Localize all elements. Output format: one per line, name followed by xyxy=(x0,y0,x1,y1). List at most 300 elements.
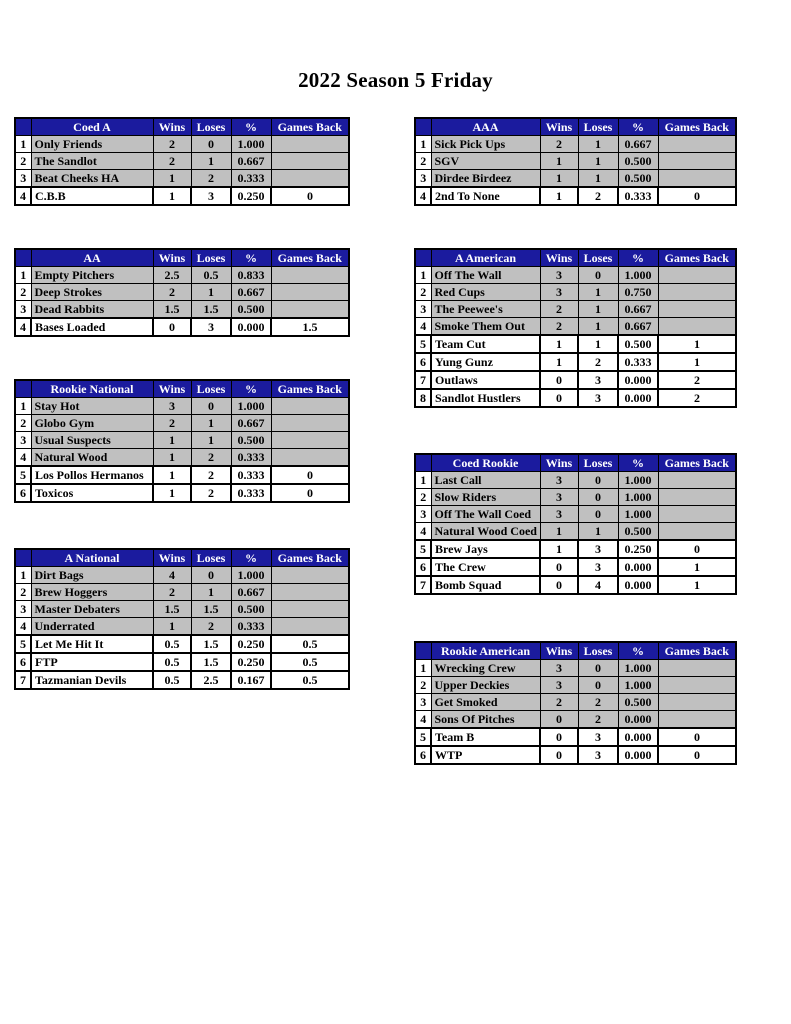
wins-cell: 1.5 xyxy=(153,601,191,618)
pct-cell: 0.500 xyxy=(618,694,658,711)
team-row xyxy=(415,728,736,746)
games-back-cell xyxy=(658,711,736,729)
games-back-cell xyxy=(658,267,736,284)
pct-header: % xyxy=(231,249,271,267)
games-back-cell xyxy=(271,301,349,319)
header-row xyxy=(15,118,349,136)
team-row xyxy=(415,677,736,694)
games-back-cell: 0.5 xyxy=(271,635,349,653)
rank-cell: 5 xyxy=(415,335,431,353)
team-name-cell: The Peewee's xyxy=(431,301,540,318)
games-back-cell: 2 xyxy=(658,389,736,407)
loses-cell: 1 xyxy=(191,415,231,432)
wins-cell: 0.5 xyxy=(153,671,191,689)
team-row xyxy=(15,618,349,636)
pct-cell: 0.667 xyxy=(618,136,658,153)
team-row xyxy=(415,318,736,336)
wins-cell: 1 xyxy=(153,432,191,449)
loses-cell: 1 xyxy=(191,584,231,601)
team-name-cell: Get Smoked xyxy=(431,694,540,711)
wins-header: Wins xyxy=(540,642,578,660)
pct-cell: 0.333 xyxy=(618,187,658,205)
standings-table-rookie-american xyxy=(414,641,737,765)
loses-cell: 0.5 xyxy=(191,267,231,284)
team-name-cell: Team B xyxy=(431,728,540,746)
rank-cell: 1 xyxy=(415,136,431,153)
pct-cell: 0.500 xyxy=(618,523,658,541)
pct-cell: 0.000 xyxy=(618,576,658,594)
rank-header xyxy=(415,642,431,660)
header-row xyxy=(15,549,349,567)
wins-cell: 1 xyxy=(540,170,578,188)
rank-cell: 3 xyxy=(15,170,31,188)
loses-cell: 1 xyxy=(191,153,231,170)
loses-cell: 3 xyxy=(578,728,618,746)
wins-header: Wins xyxy=(540,118,578,136)
pct-cell: 0.333 xyxy=(618,353,658,371)
team-row xyxy=(15,170,349,188)
team-row xyxy=(415,170,736,188)
pct-cell: 0.500 xyxy=(618,335,658,353)
wins-cell: 1 xyxy=(153,449,191,467)
loses-cell: 1 xyxy=(191,432,231,449)
team-row xyxy=(15,653,349,671)
division-name: Coed A xyxy=(31,118,153,136)
rank-cell: 2 xyxy=(415,489,431,506)
team-name-cell: Let Me Hit It xyxy=(31,635,153,653)
wins-cell: 0 xyxy=(540,746,578,764)
games-back-cell: 0.5 xyxy=(271,653,349,671)
team-row xyxy=(415,153,736,170)
rank-cell: 2 xyxy=(415,677,431,694)
wins-cell: 3 xyxy=(540,677,578,694)
loses-cell: 1.5 xyxy=(191,635,231,653)
loses-cell: 3 xyxy=(578,389,618,407)
rank-header xyxy=(15,380,31,398)
team-name-cell: Sandlot Hustlers xyxy=(431,389,540,407)
pct-cell: 0.333 xyxy=(231,618,271,636)
pct-cell: 1.000 xyxy=(618,660,658,677)
team-row xyxy=(415,540,736,558)
rank-cell: 4 xyxy=(15,449,31,467)
pct-cell: 0.250 xyxy=(231,635,271,653)
team-name-cell: The Sandlot xyxy=(31,153,153,170)
team-name-cell: Off The Wall xyxy=(431,267,540,284)
team-name-cell: Dirt Bags xyxy=(31,567,153,584)
games-back-header: Games Back xyxy=(658,249,736,267)
team-row xyxy=(15,153,349,170)
rank-cell: 3 xyxy=(415,301,431,318)
games-back-cell xyxy=(271,584,349,601)
pct-cell: 1.000 xyxy=(231,567,271,584)
team-name-cell: Deep Strokes xyxy=(31,284,153,301)
rank-header xyxy=(15,118,31,136)
wins-cell: 3 xyxy=(540,284,578,301)
pct-cell: 0.833 xyxy=(231,267,271,284)
pct-header: % xyxy=(231,380,271,398)
rank-cell: 3 xyxy=(15,301,31,319)
wins-cell: 1 xyxy=(153,187,191,205)
team-name-cell: WTP xyxy=(431,746,540,764)
pct-cell: 0.500 xyxy=(231,301,271,319)
loses-cell: 1 xyxy=(578,301,618,318)
games-back-cell xyxy=(271,398,349,415)
wins-cell: 0.5 xyxy=(153,653,191,671)
games-back-cell xyxy=(271,267,349,284)
loses-header: Loses xyxy=(191,380,231,398)
rank-cell: 7 xyxy=(415,576,431,594)
wins-cell: 0 xyxy=(540,576,578,594)
pct-cell: 0.500 xyxy=(231,432,271,449)
loses-cell: 1 xyxy=(578,153,618,170)
wins-cell: 3 xyxy=(540,472,578,489)
rank-cell: 2 xyxy=(15,284,31,301)
games-back-header: Games Back xyxy=(271,380,349,398)
games-back-cell: 0 xyxy=(658,728,736,746)
games-back-cell xyxy=(658,489,736,506)
pct-header: % xyxy=(618,642,658,660)
wins-cell: 2 xyxy=(153,415,191,432)
team-row xyxy=(15,284,349,301)
team-name-cell: Beat Cheeks HA xyxy=(31,170,153,188)
loses-cell: 3 xyxy=(191,318,231,336)
pct-cell: 0.250 xyxy=(231,653,271,671)
games-back-cell: 1 xyxy=(658,558,736,576)
team-name-cell: 2nd To None xyxy=(431,187,540,205)
pct-cell: 0.667 xyxy=(231,415,271,432)
team-row xyxy=(415,694,736,711)
wins-header: Wins xyxy=(153,118,191,136)
loses-cell: 0 xyxy=(191,398,231,415)
pct-cell: 1.000 xyxy=(618,267,658,284)
loses-header: Loses xyxy=(578,642,618,660)
team-row xyxy=(15,136,349,153)
team-name-cell: Master Debaters xyxy=(31,601,153,618)
games-back-cell xyxy=(658,677,736,694)
games-back-cell xyxy=(271,567,349,584)
games-back-cell xyxy=(271,284,349,301)
rank-header xyxy=(15,249,31,267)
wins-cell: 1 xyxy=(540,153,578,170)
team-name-cell: Only Friends xyxy=(31,136,153,153)
pct-cell: 0.500 xyxy=(618,170,658,188)
header-row xyxy=(15,249,349,267)
team-name-cell: Globo Gym xyxy=(31,415,153,432)
wins-cell: 0.5 xyxy=(153,635,191,653)
loses-cell: 3 xyxy=(191,187,231,205)
team-row xyxy=(415,558,736,576)
rank-cell: 2 xyxy=(415,153,431,170)
games-back-cell: 0 xyxy=(658,540,736,558)
pct-cell: 0.167 xyxy=(231,671,271,689)
pct-cell: 0.667 xyxy=(618,318,658,336)
games-back-cell xyxy=(271,136,349,153)
rank-cell: 1 xyxy=(415,267,431,284)
rank-cell: 3 xyxy=(15,601,31,618)
games-back-cell xyxy=(658,136,736,153)
team-row xyxy=(415,711,736,729)
team-name-cell: Dirdee Birdeez xyxy=(431,170,540,188)
rank-cell: 1 xyxy=(15,398,31,415)
team-row xyxy=(15,449,349,467)
games-back-cell xyxy=(271,449,349,467)
wins-cell: 1 xyxy=(540,523,578,541)
rank-cell: 6 xyxy=(415,746,431,764)
rank-cell: 5 xyxy=(415,728,431,746)
rank-cell: 6 xyxy=(415,558,431,576)
team-name-cell: Red Cups xyxy=(431,284,540,301)
pct-cell: 0.333 xyxy=(231,449,271,467)
loses-cell: 0 xyxy=(578,472,618,489)
wins-cell: 3 xyxy=(540,267,578,284)
rank-cell: 2 xyxy=(15,415,31,432)
games-back-cell xyxy=(658,472,736,489)
games-back-cell: 0 xyxy=(271,187,349,205)
page-title: 2022 Season 5 Friday xyxy=(298,68,493,92)
wins-cell: 2 xyxy=(153,136,191,153)
games-back-cell xyxy=(658,694,736,711)
loses-cell: 2 xyxy=(578,353,618,371)
rank-header xyxy=(415,249,431,267)
team-name-cell: Stay Hot xyxy=(31,398,153,415)
pct-header: % xyxy=(618,118,658,136)
pct-cell: 0.000 xyxy=(618,746,658,764)
division-name: AAA xyxy=(431,118,540,136)
wins-cell: 3 xyxy=(153,398,191,415)
header-row xyxy=(15,380,349,398)
pct-cell: 0.000 xyxy=(618,558,658,576)
pct-cell: 0.333 xyxy=(231,170,271,188)
wins-cell: 1 xyxy=(153,170,191,188)
rank-cell: 3 xyxy=(415,506,431,523)
loses-cell: 1 xyxy=(578,335,618,353)
loses-header: Loses xyxy=(191,118,231,136)
team-name-cell: Usual Suspects xyxy=(31,432,153,449)
loses-cell: 2 xyxy=(191,618,231,636)
loses-cell: 0 xyxy=(578,489,618,506)
games-back-cell xyxy=(271,601,349,618)
wins-cell: 1 xyxy=(153,466,191,484)
loses-cell: 1.5 xyxy=(191,301,231,319)
division-name: AA xyxy=(31,249,153,267)
team-row xyxy=(15,601,349,618)
loses-cell: 2 xyxy=(578,694,618,711)
games-back-cell xyxy=(658,284,736,301)
loses-cell: 0 xyxy=(578,506,618,523)
wins-cell: 4 xyxy=(153,567,191,584)
games-back-cell xyxy=(658,170,736,188)
games-back-header: Games Back xyxy=(658,118,736,136)
header-row xyxy=(415,454,736,472)
team-row xyxy=(415,301,736,318)
rank-cell: 3 xyxy=(415,694,431,711)
team-name-cell: C.B.B xyxy=(31,187,153,205)
loses-cell: 1 xyxy=(578,284,618,301)
standings-table-aaa xyxy=(414,117,737,206)
team-row xyxy=(15,584,349,601)
games-back-cell xyxy=(658,301,736,318)
loses-cell: 1 xyxy=(578,170,618,188)
wins-cell: 1 xyxy=(540,187,578,205)
rank-cell: 5 xyxy=(15,635,31,653)
team-name-cell: FTP xyxy=(31,653,153,671)
loses-cell: 2 xyxy=(191,484,231,502)
loses-cell: 0 xyxy=(578,660,618,677)
wins-cell: 1 xyxy=(153,618,191,636)
rank-cell: 4 xyxy=(415,318,431,336)
wins-cell: 1 xyxy=(153,484,191,502)
team-name-cell: Off The Wall Coed xyxy=(431,506,540,523)
team-name-cell: The Crew xyxy=(431,558,540,576)
team-row xyxy=(15,484,349,502)
loses-cell: 2 xyxy=(191,449,231,467)
team-row xyxy=(15,301,349,319)
wins-cell: 2 xyxy=(540,318,578,336)
pct-header: % xyxy=(618,249,658,267)
rank-cell: 4 xyxy=(15,618,31,636)
wins-header: Wins xyxy=(153,380,191,398)
pct-cell: 0.250 xyxy=(618,540,658,558)
games-back-cell: 1.5 xyxy=(271,318,349,336)
wins-cell: 3 xyxy=(540,489,578,506)
rank-cell: 7 xyxy=(415,371,431,389)
wins-header: Wins xyxy=(540,454,578,472)
team-row xyxy=(15,635,349,653)
games-back-cell: 0 xyxy=(658,187,736,205)
pct-cell: 0.500 xyxy=(618,153,658,170)
team-row xyxy=(15,398,349,415)
team-name-cell: Smoke Them Out xyxy=(431,318,540,336)
team-name-cell: Natural Wood xyxy=(31,449,153,467)
team-row xyxy=(415,746,736,764)
wins-cell: 0 xyxy=(540,728,578,746)
pct-cell: 1.000 xyxy=(618,489,658,506)
team-row xyxy=(415,576,736,594)
team-name-cell: Team Cut xyxy=(431,335,540,353)
games-back-cell: 0 xyxy=(658,746,736,764)
wins-cell: 2.5 xyxy=(153,267,191,284)
pct-cell: 0.667 xyxy=(618,301,658,318)
rank-cell: 6 xyxy=(15,653,31,671)
team-row xyxy=(15,671,349,689)
team-row xyxy=(415,389,736,407)
wins-cell: 1.5 xyxy=(153,301,191,319)
team-row xyxy=(15,318,349,336)
loses-cell: 3 xyxy=(578,540,618,558)
rank-cell: 3 xyxy=(415,170,431,188)
pct-header: % xyxy=(231,549,271,567)
rank-cell: 5 xyxy=(15,466,31,484)
pct-cell: 0.667 xyxy=(231,153,271,170)
wins-header: Wins xyxy=(540,249,578,267)
loses-cell: 1.5 xyxy=(191,601,231,618)
games-back-cell xyxy=(271,415,349,432)
header-row xyxy=(415,118,736,136)
rank-cell: 1 xyxy=(15,267,31,284)
pct-cell: 1.000 xyxy=(231,136,271,153)
pct-cell: 0.333 xyxy=(231,466,271,484)
division-name: Rookie American xyxy=(431,642,540,660)
wins-cell: 0 xyxy=(153,318,191,336)
pct-header: % xyxy=(231,118,271,136)
team-name-cell: Wrecking Crew xyxy=(431,660,540,677)
wins-header: Wins xyxy=(153,549,191,567)
wins-cell: 0 xyxy=(540,711,578,729)
team-name-cell: Underrated xyxy=(31,618,153,636)
games-back-cell: 1 xyxy=(658,335,736,353)
games-back-cell: 0 xyxy=(271,466,349,484)
loses-header: Loses xyxy=(578,454,618,472)
standings-table-coed-a xyxy=(14,117,350,206)
loses-cell: 1 xyxy=(578,318,618,336)
wins-cell: 1 xyxy=(540,540,578,558)
loses-cell: 0 xyxy=(578,267,618,284)
rank-cell: 7 xyxy=(15,671,31,689)
loses-cell: 1 xyxy=(191,284,231,301)
header-row xyxy=(415,249,736,267)
loses-cell: 4 xyxy=(578,576,618,594)
team-name-cell: Yung Gunz xyxy=(431,353,540,371)
team-row xyxy=(415,371,736,389)
wins-cell: 1 xyxy=(540,335,578,353)
rank-cell: 3 xyxy=(15,432,31,449)
team-row xyxy=(415,136,736,153)
wins-cell: 0 xyxy=(540,389,578,407)
rank-cell: 4 xyxy=(15,318,31,336)
wins-cell: 3 xyxy=(540,506,578,523)
wins-cell: 2 xyxy=(540,301,578,318)
loses-cell: 1 xyxy=(578,523,618,541)
games-back-cell: 1 xyxy=(658,353,736,371)
rank-cell: 2 xyxy=(415,284,431,301)
team-name-cell: Tazmanian Devils xyxy=(31,671,153,689)
games-back-header: Games Back xyxy=(271,118,349,136)
loses-cell: 0 xyxy=(191,136,231,153)
games-back-header: Games Back xyxy=(658,454,736,472)
games-back-cell xyxy=(271,432,349,449)
pct-cell: 1.000 xyxy=(231,398,271,415)
loses-cell: 3 xyxy=(578,371,618,389)
games-back-header: Games Back xyxy=(658,642,736,660)
loses-cell: 0 xyxy=(191,567,231,584)
loses-cell: 2 xyxy=(191,170,231,188)
loses-cell: 2 xyxy=(578,711,618,729)
loses-cell: 1 xyxy=(578,136,618,153)
rank-cell: 1 xyxy=(15,567,31,584)
team-name-cell: Upper Deckies xyxy=(431,677,540,694)
team-row xyxy=(15,267,349,284)
games-back-cell xyxy=(658,506,736,523)
team-row xyxy=(415,506,736,523)
games-back-cell: 2 xyxy=(658,371,736,389)
loses-header: Loses xyxy=(191,249,231,267)
games-back-header: Games Back xyxy=(271,549,349,567)
wins-cell: 2 xyxy=(153,153,191,170)
loses-cell: 1.5 xyxy=(191,653,231,671)
team-name-cell: Outlaws xyxy=(431,371,540,389)
team-name-cell: Natural Wood Coed xyxy=(431,523,540,541)
team-name-cell: Dead Rabbits xyxy=(31,301,153,319)
rank-cell: 1 xyxy=(415,660,431,677)
games-back-header: Games Back xyxy=(271,249,349,267)
team-name-cell: Empty Pitchers xyxy=(31,267,153,284)
team-row xyxy=(415,335,736,353)
team-row xyxy=(415,353,736,371)
games-back-cell xyxy=(658,660,736,677)
rank-cell: 8 xyxy=(415,389,431,407)
pct-cell: 0.000 xyxy=(618,711,658,729)
games-back-cell: 1 xyxy=(658,576,736,594)
